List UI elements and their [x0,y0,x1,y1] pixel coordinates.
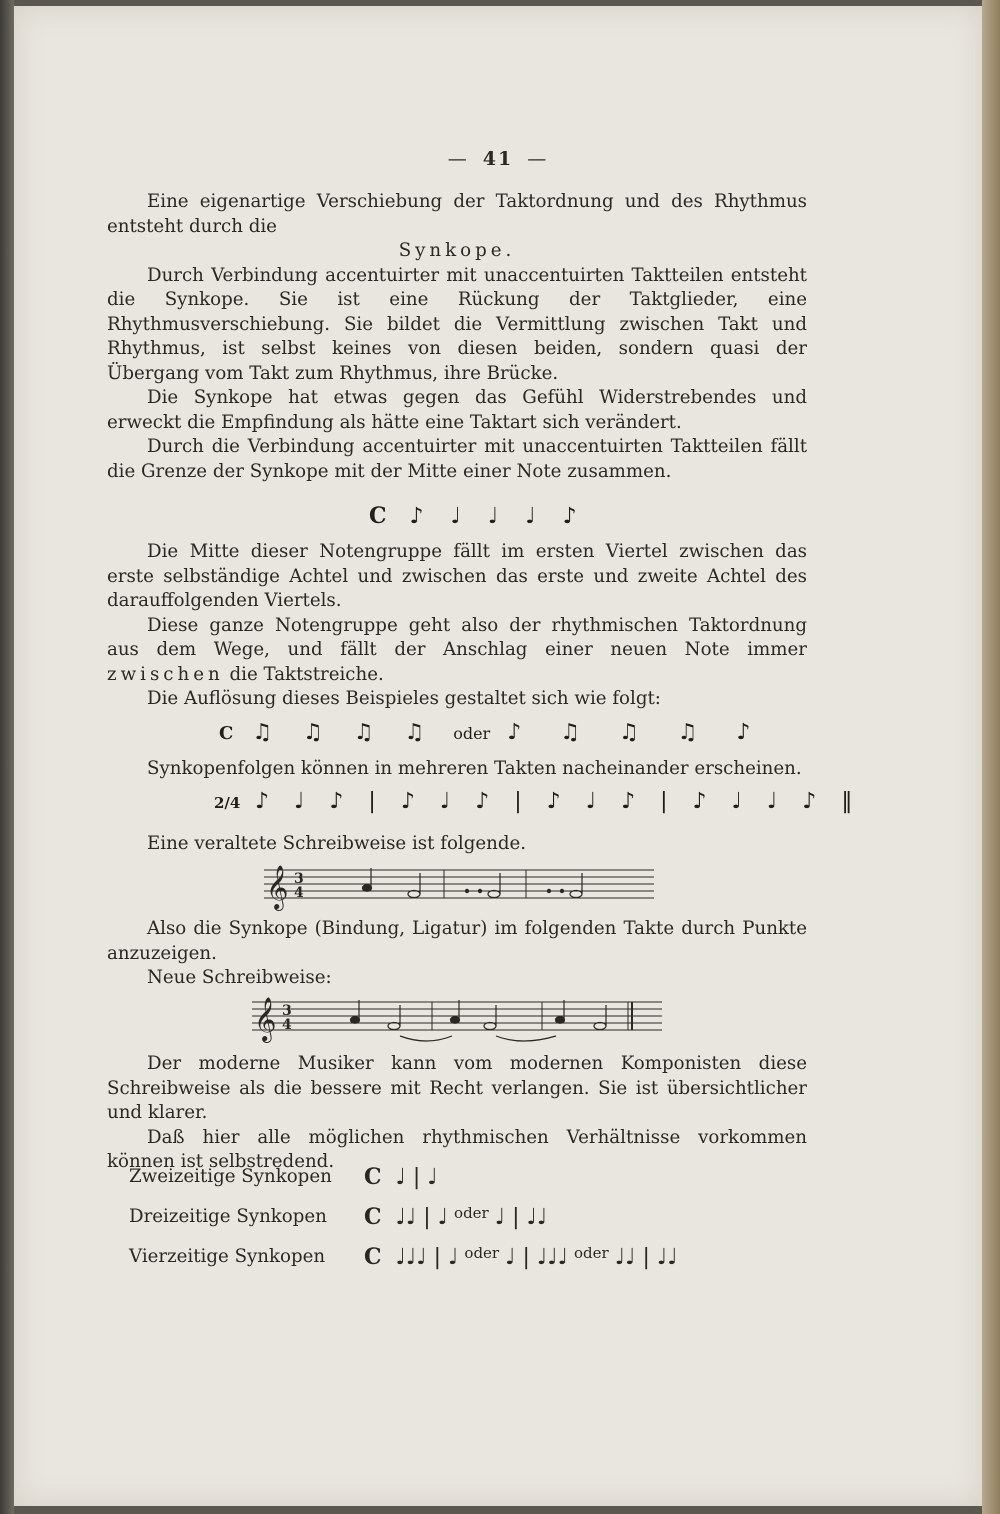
time-signature-top: 3 [282,1003,292,1019]
tie [400,1036,452,1041]
dot [478,889,481,892]
time-signature-top: 3 [294,871,304,887]
tie [496,1036,556,1041]
music-example-3 [214,789,861,814]
paragraph-sequences: Synkopenfolgen können in mehreren Takten nacheinander erscheinen. [147,758,802,779]
oder-label: oder [454,1204,489,1222]
note-group: ♩ | ♩ [395,1165,438,1190]
note-group-alt: ♩ | ♩♩ [494,1205,548,1230]
page-number: 41 [482,148,514,170]
header-dash-left: — [447,148,469,170]
half-note [570,891,582,898]
time-signature: C [364,1204,382,1230]
text-block-sequences [107,757,807,782]
paragraph-ligature: Also die Synkope (Bindung, Ligatur) im folgenden Takte durch Punkte anzuzeigen. [107,918,807,964]
oder-label: oder [464,1244,500,1262]
text-block-old-notation [107,832,807,857]
quarter-note [556,1017,565,1024]
note-group: ♪ ♩ ♩ ♩ ♪ [409,504,587,529]
half-note [594,1023,606,1030]
synkopen-label: Vierzeitige Synkopen [129,1246,326,1267]
dot [560,889,563,892]
paragraph-resolution: Die Auflösung dieses Beispieles gestaltet sich wie folgt: [147,688,661,709]
dot [465,889,468,892]
paragraph-avoidance-text: Diese ganze Notengruppe geht also der rhythmischen Taktordnung aus dem Wege, und fällt der Anschlag einer neuen Note immer [107,614,807,660]
note-group-a: ♫ ♫ ♫ ♫ [252,720,437,745]
paragraph-intro: Eine eigenartige Verschiebung der Taktordnung und des Rhythmus entsteht durch die [107,191,807,237]
synkopen-notes [364,1244,678,1270]
paragraph-old-notation: Eine veraltete Schreibweise ist folgende. [147,833,527,854]
half-note [484,1023,496,1030]
quarter-note [451,1017,460,1024]
synkopen-label: Dreizeitige Synkopen [129,1206,327,1227]
paragraph-definition: Durch Verbindung accentuirter mit unaccentuirten Taktteilen entsteht die Synkope. Sie ist eine Rückung der Taktglieder, eine Rhythmusverschiebung. Sie bildet die Vermittlung zwischen Takt und Rhythmus, ist selbst keines von diesen beiden, sondern quasi der Übergang vom Takt zum Rhythmus, ihre Brücke. [107,264,807,384]
music-example-1 [369,503,587,529]
text-block-ligature [107,917,807,991]
half-note [408,891,420,898]
time-signature: 2/4 [214,794,241,812]
page-header [14,148,982,170]
staff-old-notation [254,860,674,916]
quarter-note [363,885,372,892]
text-block-intro [107,190,807,484]
synkopen-label: Zweizeitige Synkopen [129,1166,332,1187]
time-signature: C [364,1164,382,1190]
half-note [488,891,500,898]
dot [547,889,550,892]
time-signature: C [364,1244,382,1270]
quarter-note [351,1017,360,1024]
note-group: ♩♩♩ | ♩ [395,1245,459,1270]
time-signature-bottom: 4 [282,1017,292,1033]
time-signature: C [369,503,387,529]
paragraph-middle-of-group: Die Mitte dieser Notengruppe fällt im ersten Viertel zwischen das erste selbständige Achtel und zwischen das erste und zweite Achtel des darauffolgenden Viertels. [107,541,807,611]
synkopen-notes [364,1164,438,1190]
oder-label: oder [453,724,491,743]
paragraph-self-evident: Daß hier alle möglichen rhythmischen Verhältnisse vorkommen können ist selbstredend. [107,1126,807,1172]
paragraph-feeling: Die Synkope hat etwas gegen das Gefühl Widerstrebendes und erweckt die Empfindung als hätte eine Taktart sich verändert. [107,387,807,433]
treble-clef-icon: 𝄞 [266,865,289,909]
paragraph-new-notation: Neue Schreibweise: [147,967,332,988]
paragraph-avoidance-end: die Taktstreiche. [229,663,384,685]
music-example-2 [219,720,766,745]
synkopen-notes [364,1204,547,1230]
page-edge [982,0,1000,1514]
treble-clef-icon: 𝄞 [254,997,277,1041]
note-group-alt-2: ♩♩ | ♩♩ [614,1245,678,1270]
half-note [388,1023,400,1030]
book-page [14,6,982,1506]
emphasis-zwischen: zwischen [107,663,224,685]
text-block-middle [107,540,807,712]
time-signature: C [219,723,234,744]
oder-label: oder [574,1244,609,1262]
note-group: ♩♩ | ♩ [395,1205,449,1230]
book-binding [0,0,14,1514]
staff-new-notation [242,992,682,1048]
paragraph-boundary: Durch die Verbindung accentuirter mit unaccentuirten Taktteilen fällt die Grenze der Synkope mit der Mitte einer Note zusammen. [107,436,807,482]
note-group-b: ♪ ♫ ♫ ♫ ♪ [507,720,767,745]
paragraph-modern-musician: Der moderne Musiker kann vom modernen Komponisten diese Schreibweise als die bessere mit Recht verlangen. Sie ist übersichtlicher und klarer. [107,1053,807,1123]
text-block-conclusion [107,1052,807,1175]
note-sequence: ♪ ♩ ♪ | ♪ ♩ ♪ | ♪ ♩ ♪ | ♪ ♩ ♩ ♪ ‖ [255,789,862,814]
header-dash-right: — [527,148,549,170]
paragraph-avoidance [107,614,807,688]
section-heading: Synkope. [398,240,516,261]
time-signature-bottom: 4 [294,885,304,901]
note-group-alt: ♩ | ♩♩♩ [505,1245,569,1270]
